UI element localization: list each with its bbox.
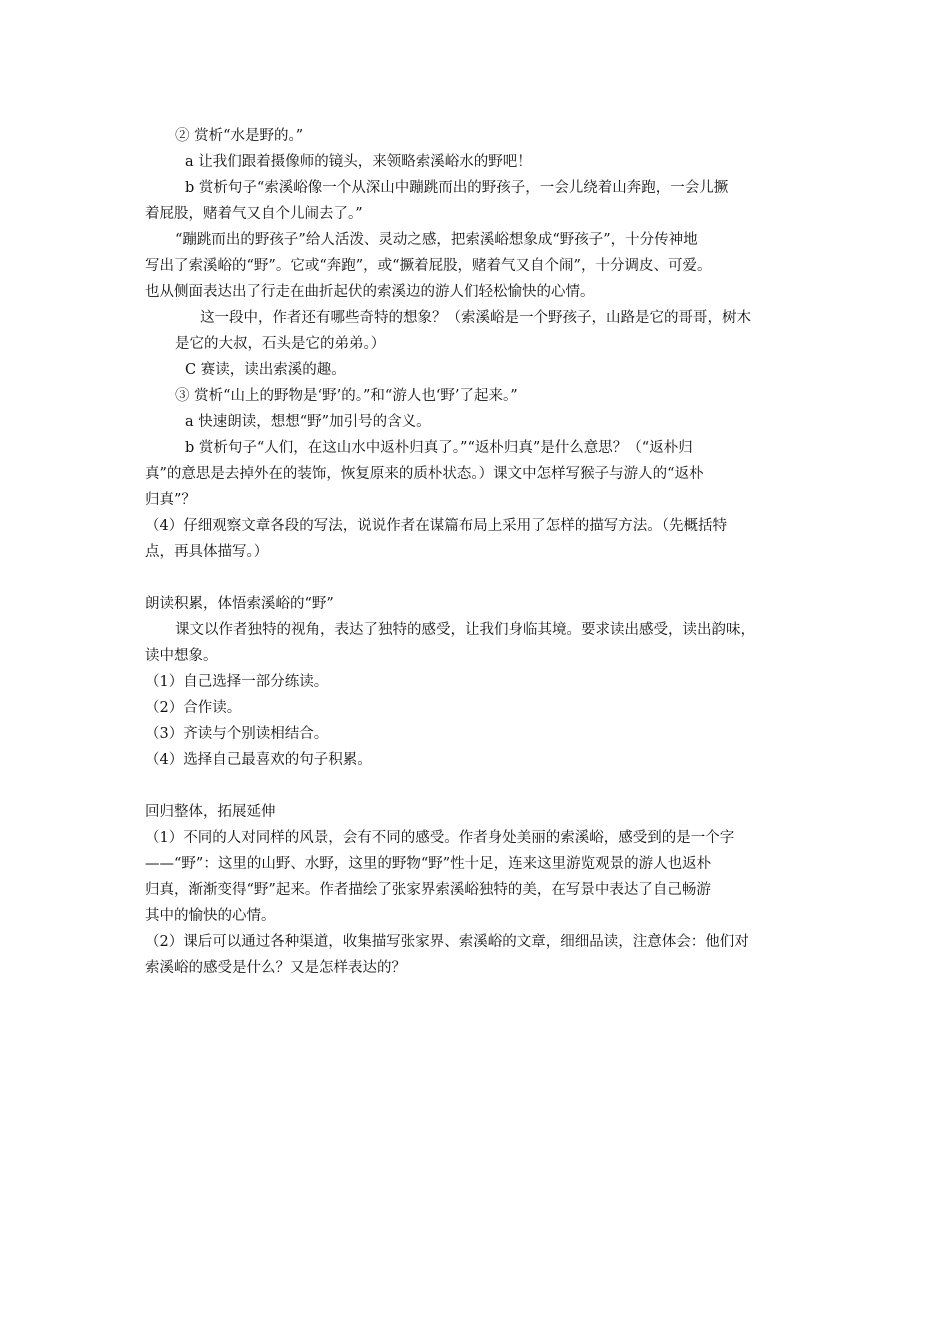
text-line: 也从侧面表达出了行走在曲折起伏的索溪边的游人们轻松愉快的心情。	[145, 284, 595, 300]
text-line: （2）课后可以通过各种渠道，收集描写张家界、索溪峪的文章，细细品读，注意体会：他们对	[145, 934, 749, 950]
text-line: 真”的意思是去掉外在的装饰，恢复原来的质朴状态。）课文中怎样写猴子与游人的“返朴	[145, 466, 704, 482]
text-line: 归真”？	[145, 492, 196, 508]
list-item: （3）齐读与个别读相结合。	[145, 726, 329, 742]
text-line: 读中想象。	[145, 648, 218, 664]
text-line: a 快速朗读，想想“野”加引号的含义。	[185, 414, 431, 430]
text-line: 是它的大叔，石头是它的弟弟。）	[175, 336, 386, 352]
text-line: “蹦跳而出的野孩子”给人活泼、灵动之感，把索溪峪想象成“野孩子”，十分传神地	[175, 232, 698, 248]
text-line: 索溪峪的感受是什么？又是怎样表达的？	[145, 960, 406, 976]
text-line: 其中的愉快的心情。	[145, 908, 276, 924]
list-item: （1）自己选择一部分练读。	[145, 674, 329, 690]
list-item: （2）合作读。	[145, 700, 242, 716]
text-line: 写出了索溪峪的“野”。它或“奔跑”，或“撅着屁股，赌着气又自个闹”，十分调皮、可爱。	[145, 258, 712, 274]
text-line: b 赏析句子“索溪峪像一个从深山中蹦跳而出的野孩子，一会儿绕着山奔跑，一会儿撅	[185, 180, 729, 196]
text-line: ② 赏析“水是野的。”	[175, 128, 304, 144]
text-line: b 赏析句子“人们，在这山水中返朴归真了。”“返朴归真”是什么意思？（“返朴归	[185, 440, 693, 456]
text-line: 这一段中，作者还有哪些奇特的想象？（索溪峪是一个野孩子，山路是它的哥哥，树木	[200, 310, 751, 326]
text-line: C 赛读，读出索溪的趣。	[185, 362, 346, 378]
text-line: 点，再具体描写。）	[145, 544, 269, 560]
text-line: a 让我们跟着摄像师的镜头，来领略索溪峪水的野吧！	[185, 154, 532, 170]
text-line: 归真，渐渐变得“野”起来。作者描绘了张家界索溪峪独特的美，在写景中表达了自己畅游	[145, 882, 711, 898]
text-line: ——“野”：这里的山野、水野，这里的野物“野”性十足，连来这里游览观景的游人也返朴	[145, 856, 712, 872]
text-line: 课文以作者独特的视角，表达了独特的感受，让我们身临其境。要求读出感受，读出韵味，	[175, 622, 755, 638]
text-line: （1）不同的人对同样的风景，会有不同的感受。作者身处美丽的索溪峪，感受到的是一个字	[145, 830, 735, 846]
list-item: （4）选择自己最喜欢的句子积累。	[145, 752, 372, 768]
text-line: （4）仔细观察文章各段的写法，说说作者在谋篇布局上采用了怎样的描写方法。（先概括特	[145, 518, 727, 534]
section-heading: 朗读积累，体悟索溪峪的“野”	[145, 596, 334, 612]
text-line: 着屁股，赌着气又自个儿闹去了。”	[145, 206, 363, 222]
text-line: ③ 赏析“山上的野物是‘野’的。”和“游人也‘野’了起来。”	[175, 388, 518, 404]
section-heading: 回归整体，拓展延伸	[145, 804, 276, 820]
